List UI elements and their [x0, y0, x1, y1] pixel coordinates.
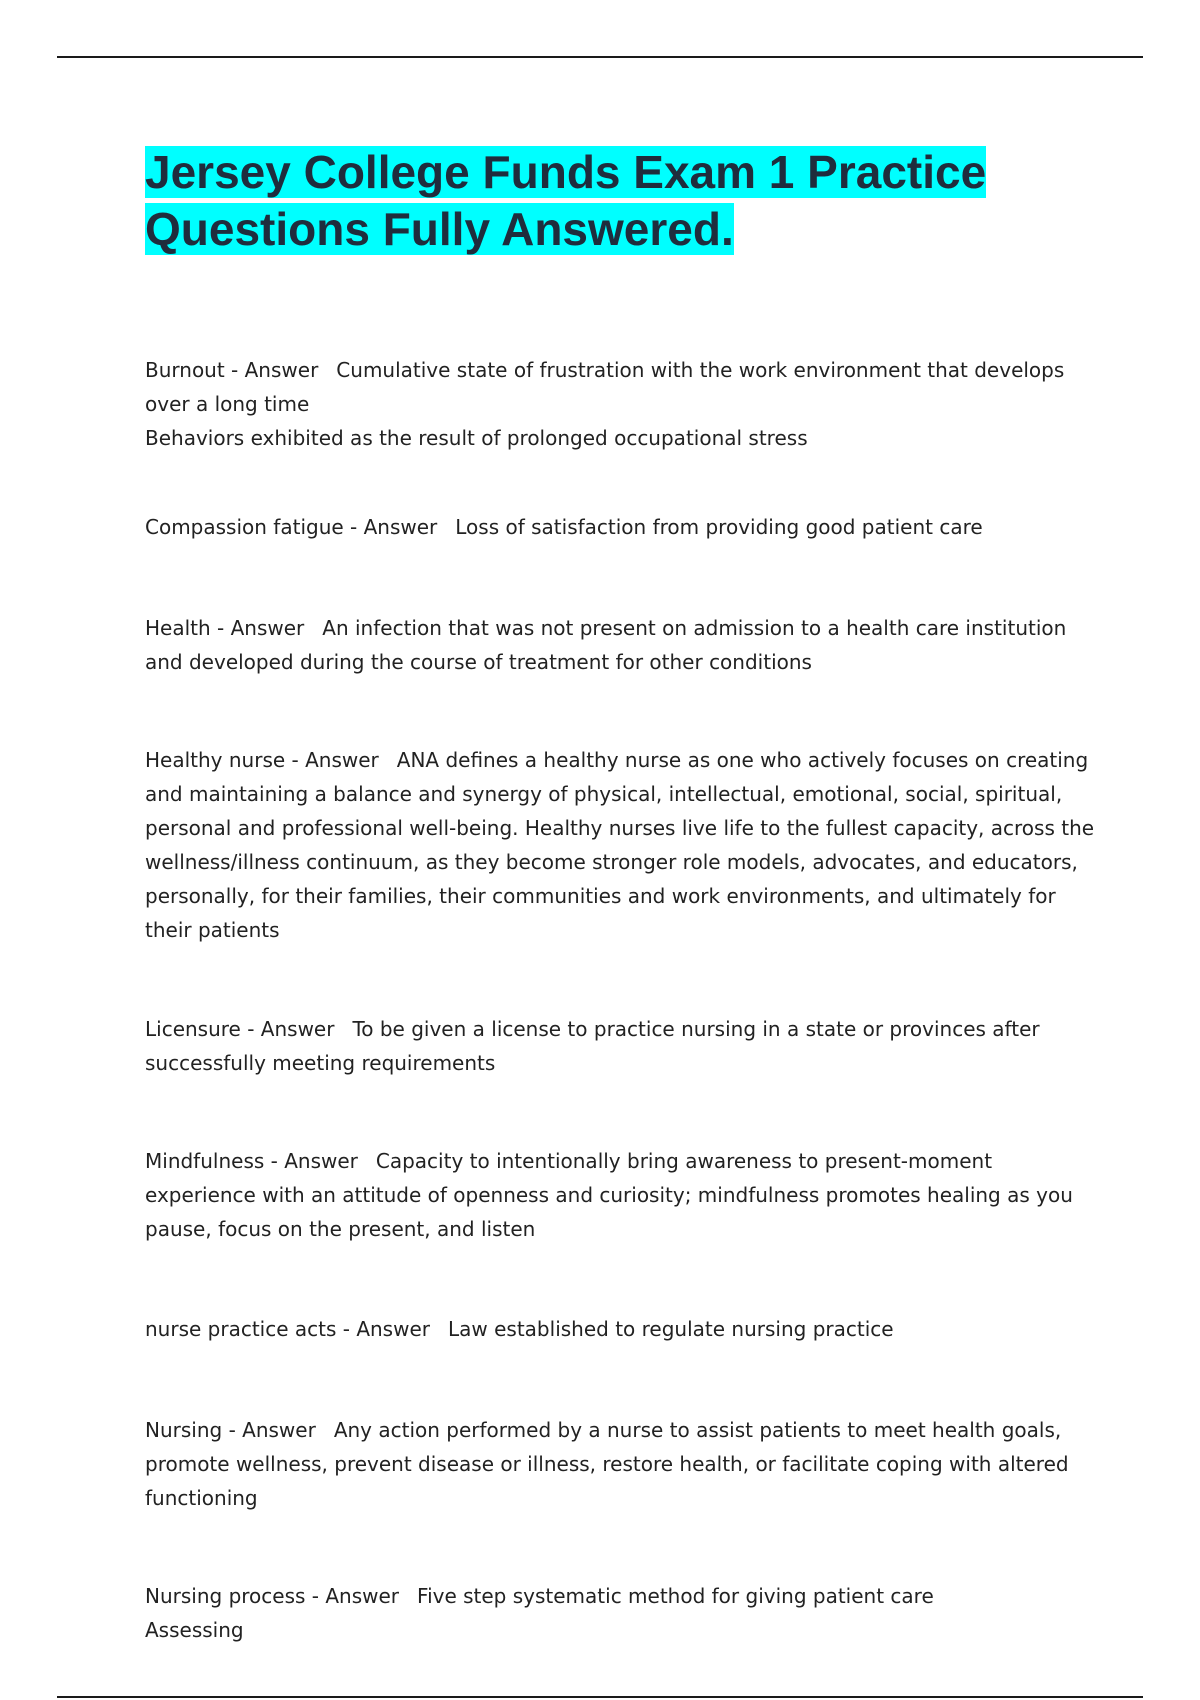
- qa-term: Healthy nurse - Answer: [145, 748, 379, 772]
- qa-definition: An infection that was not present on admission to a health care institution and developed during the course of treatment for other conditions: [145, 616, 1067, 674]
- qa-term: Nursing process - Answer: [145, 1584, 400, 1608]
- qa-entry-burnout: [145, 353, 1095, 455]
- qa-entry-healthy-nurse: [145, 743, 1095, 947]
- qa-term: Burnout - Answer: [145, 358, 319, 382]
- qa-definition: Loss of satisfaction from providing good patient care: [455, 515, 983, 539]
- qa-text: [145, 1413, 1095, 1515]
- title-highlight: Jersey College Funds Exam 1 Practice Questions Fully Answered.: [145, 146, 987, 255]
- qa-text: [145, 353, 1095, 421]
- qa-definition: Five step systematic method for giving patient care: [417, 1584, 934, 1608]
- qa-text: [145, 1312, 1095, 1346]
- qa-term: Mindfulness - Answer: [145, 1149, 358, 1173]
- qa-text: [145, 743, 1095, 947]
- qa-definition: ANA defines a healthy nurse as one who actively focuses on creating and maintaining a balance and synergy of physical, intellectual, emotional, social, spiritual, personal and professional well-being. Healthy nurses live life to the fullest capacity, across the wellness/illness continuum, as they become stronger role models, advocates, and educators, personally, for their families, their communities and work environments, and ultimately for their patients: [145, 748, 1095, 942]
- qa-text: [145, 1579, 1095, 1613]
- qa-entry-health: [145, 611, 1095, 679]
- qa-term: Health - Answer: [145, 616, 305, 640]
- qa-entry-nursing: [145, 1413, 1095, 1515]
- qa-extra-line: Assessing: [145, 1618, 244, 1642]
- qa-entry-compassion-fatigue: [145, 510, 1095, 544]
- qa-entry-mindfulness: [145, 1144, 1095, 1246]
- qa-definition: Capacity to intentionally bring awareness to present-moment experience with an attitude of openness and curiosity; mindfulness promotes healing as you pause, focus on the present, and listen: [145, 1149, 1073, 1241]
- qa-text: [145, 1144, 1095, 1246]
- qa-definition: Law established to regulate nursing practice: [448, 1317, 894, 1341]
- bottom-divider: [57, 1696, 1143, 1698]
- qa-definition: Cumulative state of frustration with the work environment that develops over a long time: [145, 358, 1065, 416]
- qa-text: [145, 510, 1095, 544]
- top-divider: [57, 56, 1143, 58]
- qa-term: Nursing - Answer: [145, 1418, 316, 1442]
- qa-definition: To be given a license to practice nursing in a state or provinces after successfully meeting requirements: [145, 1017, 1040, 1075]
- qa-term: Licensure - Answer: [145, 1017, 335, 1041]
- document-title: [145, 144, 1105, 258]
- qa-term: Compassion fatigue - Answer: [145, 515, 438, 539]
- qa-text: [145, 1012, 1095, 1080]
- qa-entry-nursing-process: [145, 1579, 1095, 1647]
- qa-entry-nurse-practice-acts: [145, 1312, 1095, 1346]
- qa-entry-licensure: [145, 1012, 1095, 1080]
- qa-term: nurse practice acts - Answer: [145, 1317, 430, 1341]
- qa-extra-line: Behaviors exhibited as the result of prolonged occupational stress: [145, 426, 808, 450]
- qa-list: [145, 353, 1095, 1647]
- qa-definition: Any action performed by a nurse to assist patients to meet health goals, promote wellness, prevent disease or illness, restore health, or facilitate coping with altered functioning: [145, 1418, 1069, 1510]
- qa-text: [145, 611, 1095, 679]
